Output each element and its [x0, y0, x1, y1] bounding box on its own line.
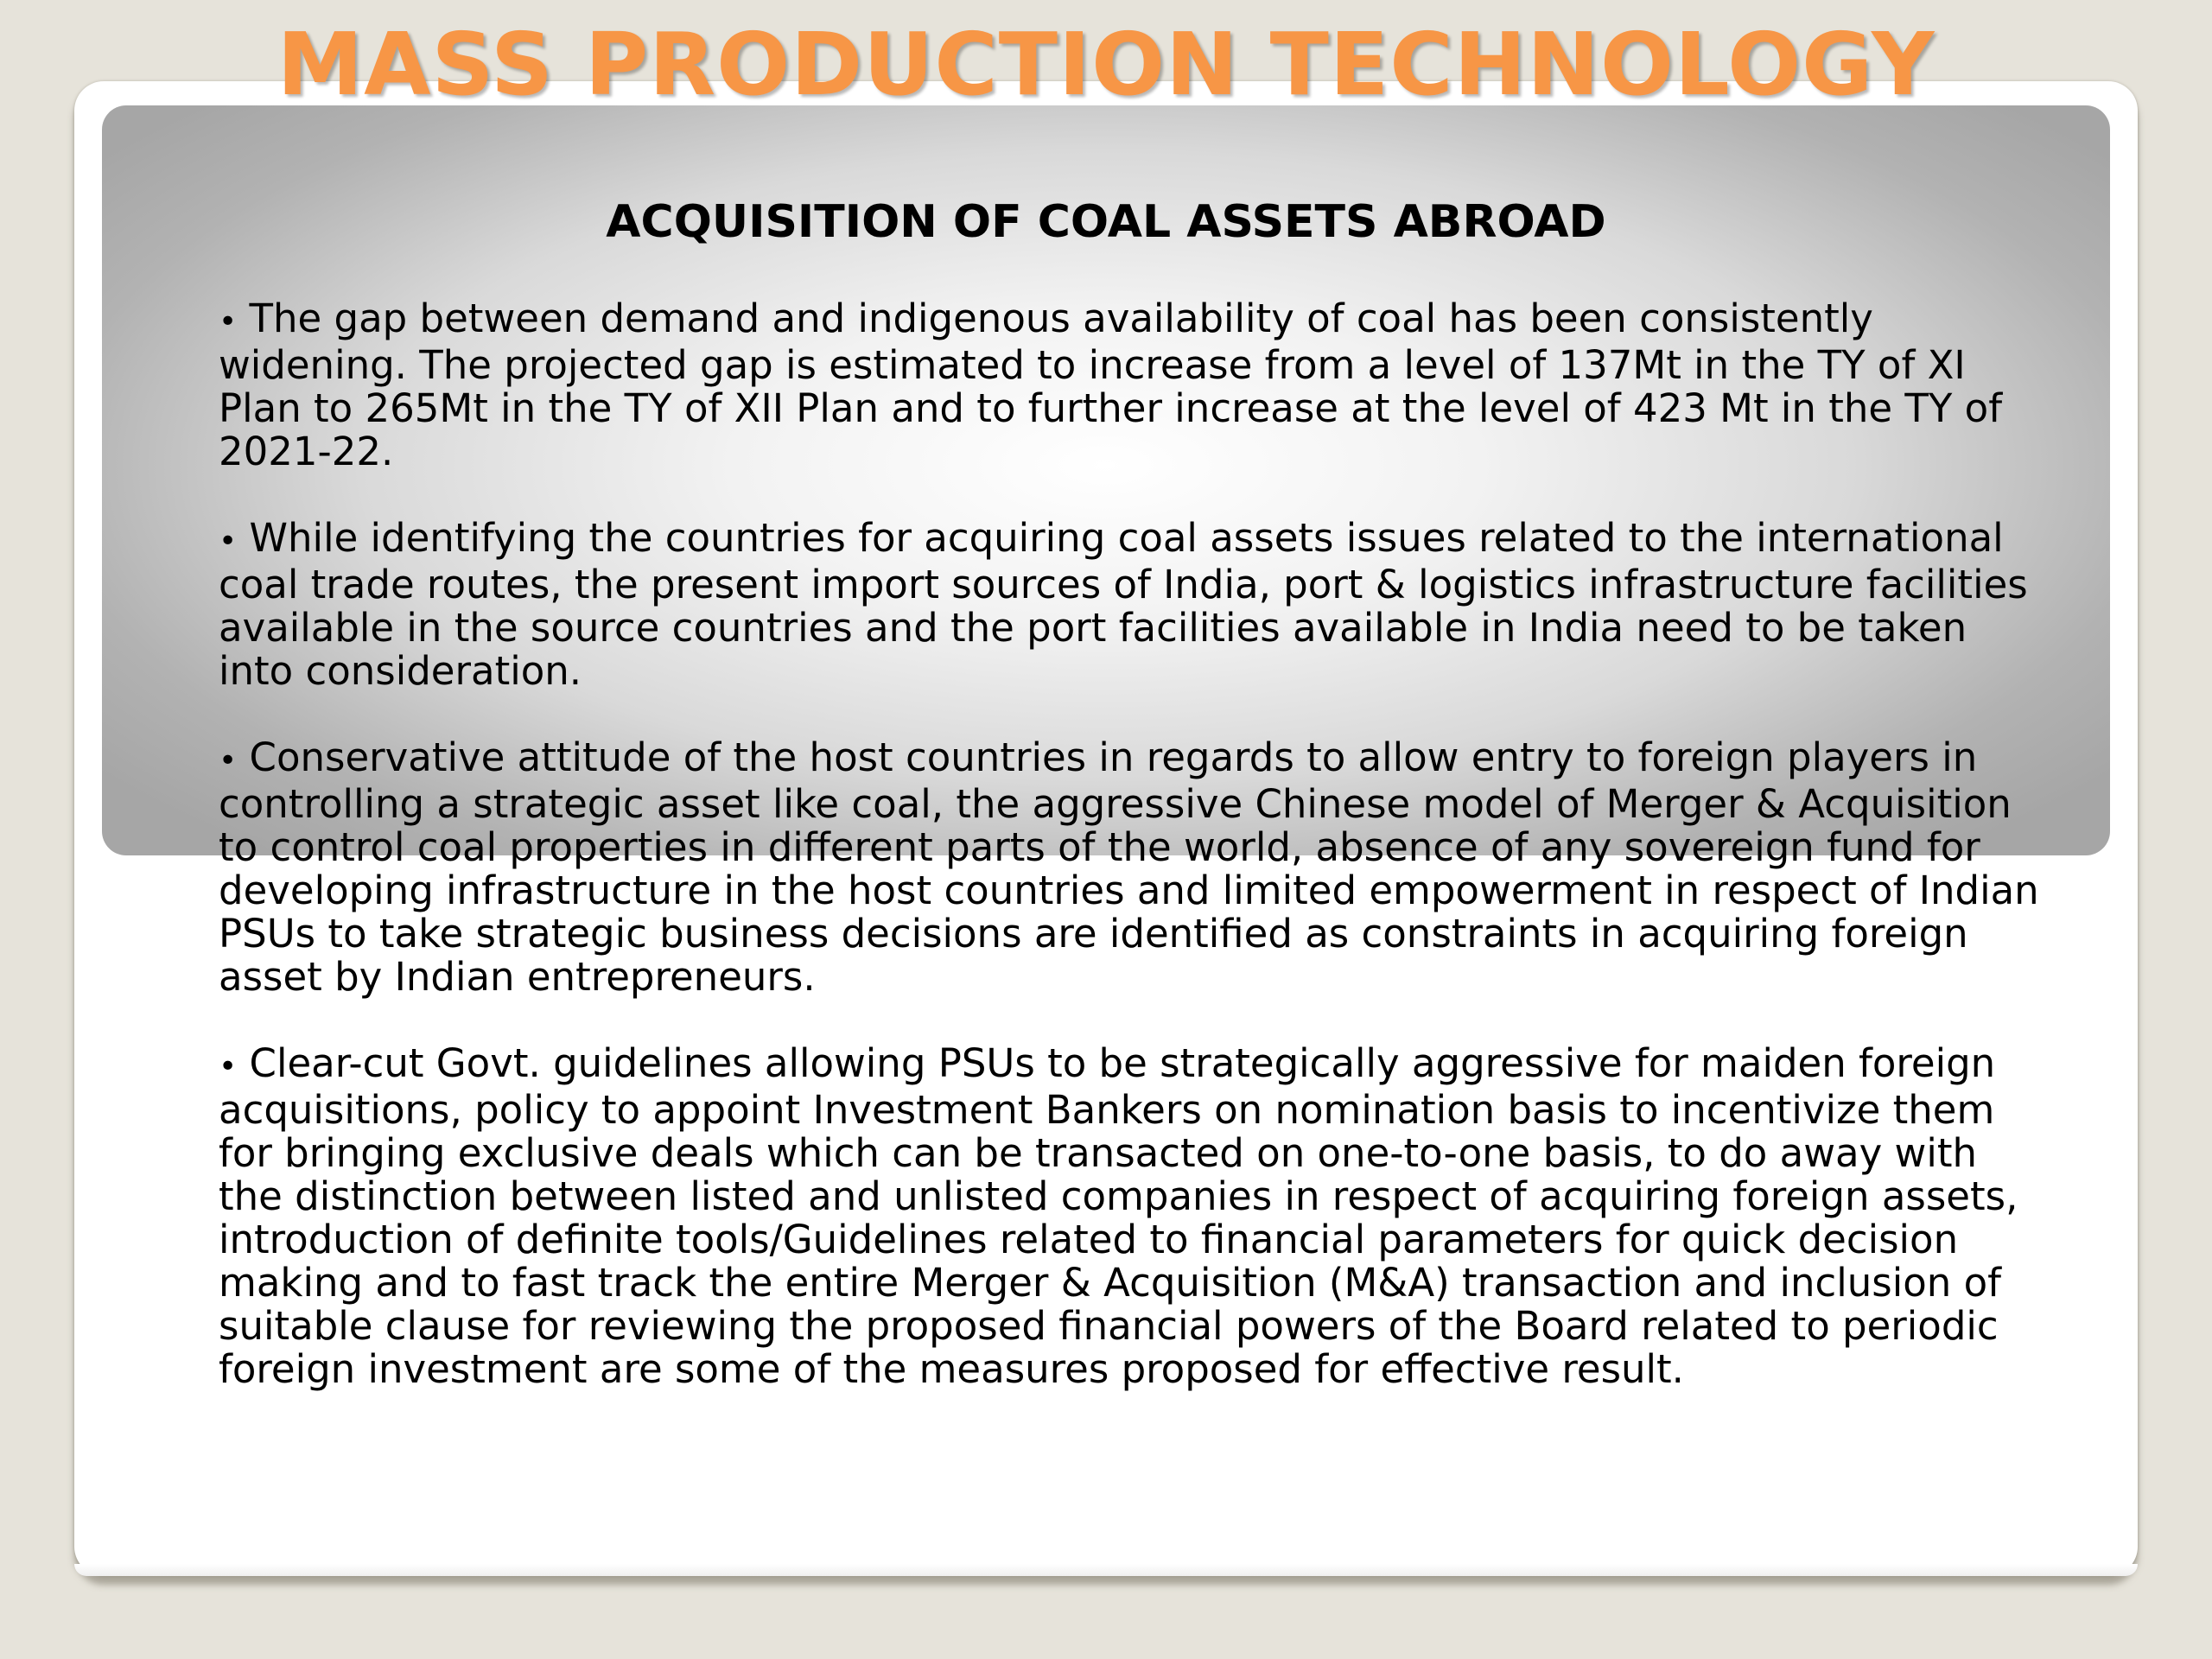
bullet-marker: •: [219, 524, 238, 559]
bullet-item: [219, 297, 2050, 474]
bullet-marker: •: [219, 1049, 238, 1084]
bullet-item: [219, 1042, 2050, 1391]
bullet-text: Conservative attitude of the host countries in regards to allow entry to foreign players in controlling a strategic asset like coal, the aggressive Chinese model of Merger & Acquisition to control coal properties in different parts of the world, absence of any sovereign fund for developing infrastructure in the host countries and limited empowerment in respect of Indian PSUs to take strategic business decisions are identified as constraints in acquiring foreign asset by Indian entrepreneurs.: [219, 734, 2039, 1000]
bullet-marker: •: [219, 304, 238, 340]
bullet-list: [219, 297, 2050, 1434]
bullet-text: The gap between demand and indigenous availability of coal has been consistently widening. The projected gap is estimated to increase from a level of 137Mt in the TY of XI Plan to 265Mt in the TY of XII Plan and to further increase at the level of 423 Mt in the TY of 2021-22.: [219, 296, 2003, 474]
content-heading: ACQUISITION OF COAL ASSETS ABROAD: [606, 196, 1606, 248]
card-bottom-edge: [74, 1564, 2138, 1576]
bullet-marker: •: [219, 743, 238, 779]
bullet-text: Clear-cut Govt. guidelines allowing PSUs to be strategically aggressive for maiden foreign acquisitions, policy to appoint Investment Bankers on nomination basis to incentivize them for bringing exclusive deals which can be transacted on one-to-one basis, to do away with the distinction between listed and unlisted companies in respect of acquiring foreign assets, introduction of definite tools/Guidelines related to financial parameters for quick decision making and to fast track the entire Merger & Acquisition (M&A) transaction and inclusion of suitable clause for reviewing the proposed financial powers of the Board related to periodic foreign investment are some of the measures proposed for effective result.: [219, 1040, 2018, 1392]
bullet-item: [219, 517, 2050, 693]
bullet-item: [219, 736, 2050, 999]
bullet-text: While identifying the countries for acquiring coal assets issues related to the international coal trade routes, the present import sources of India, port & logistics infrastructure facilities available in the source countries and the port facilities available in India need to be taken into consideration.: [219, 515, 2028, 694]
slide-title: MASS PRODUCTION TECHNOLOGY: [276, 14, 1936, 115]
